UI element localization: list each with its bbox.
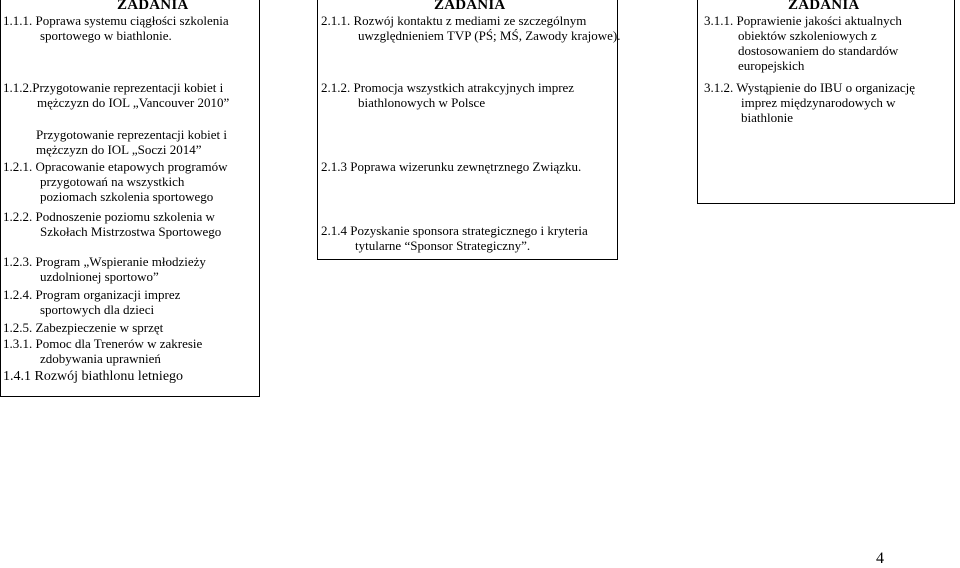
page-number: 4	[876, 550, 884, 567]
task-line: imprez międzynarodowych w	[741, 95, 896, 110]
task-line: 1.2.5. Zabezpieczenie w sprzęt	[3, 320, 164, 335]
task-line: 1.3.1. Pomoc dla Trenerów w zakresie	[3, 336, 203, 351]
task-line: 1.2.4. Program organizacji imprez	[3, 287, 181, 302]
task-line: 2.1.3 Poprawa wizerunku zewnętrznego Związku.	[321, 159, 582, 174]
task-1-1-2	[3, 80, 229, 110]
task-line: zdobywania uprawnień	[40, 351, 161, 366]
task-line: przygotowań na wszystkich	[40, 174, 185, 189]
task-line: obiektów szkoleniowych z	[738, 28, 877, 43]
task-1-2-4	[3, 287, 180, 317]
task-2-1-4	[321, 223, 588, 253]
task-1-1-1	[3, 13, 229, 43]
task-line: poziomach szkolenia sportowego	[40, 189, 214, 204]
task-line: biathlonowych w Polsce	[358, 95, 486, 110]
task-3-1-2	[704, 80, 915, 125]
task-line: sportowego w biathlonie.	[40, 28, 172, 43]
task-line: dostosowaniem do standardów	[738, 43, 899, 58]
task-2-1-3	[321, 159, 581, 174]
column-1-header: ZADANIA	[117, 0, 189, 13]
task-1-2-1	[3, 159, 228, 204]
task-socchi	[36, 127, 227, 157]
task-line: 2.1.1. Rozwój kontaktu z mediami ze szczególnym	[321, 13, 587, 28]
task-2-1-1	[321, 13, 621, 43]
task-line: uzdolnionej sportowo”	[40, 269, 159, 284]
task-line: 3.1.1. Poprawienie jakości aktualnych	[704, 13, 902, 28]
task-line: biathlonie	[741, 110, 793, 125]
task-line: 1.2.1. Opracowanie etapowych programów	[3, 159, 228, 174]
task-line: 1.2.2. Podnoszenie poziomu szkolenia w	[3, 209, 215, 224]
task-line: mężczyzn do IOL „Vancouver 2010”	[37, 95, 230, 110]
task-3-1-1	[704, 13, 902, 73]
task-line: 1.1.1. Poprawa systemu ciągłości szkolenia	[3, 13, 229, 28]
task-1-2-2	[3, 209, 221, 239]
task-line: europejskich	[738, 58, 805, 73]
task-line: tytularne “Sponsor Strategiczny”.	[355, 238, 531, 253]
task-line: mężczyzn do IOL „Soczi 2014”	[36, 142, 202, 157]
task-line: 2.1.4 Pozyskanie sponsora strategicznego i kryteria	[321, 223, 588, 238]
task-line: 1.2.3. Program „Wspieranie młodzieży	[3, 254, 206, 269]
task-1-2-3	[3, 254, 206, 284]
task-line: Szkołach Mistrzostwa Sportowego	[40, 224, 222, 239]
task-line: 1.4.1 Rozwój biathlonu letniego	[3, 369, 184, 384]
task-line: 2.1.2. Promocja wszystkich atrakcyjnych imprez	[321, 80, 575, 95]
column-2-header: ZADANIA	[434, 0, 506, 13]
task-1-3-1	[3, 336, 202, 366]
task-1-4-1	[3, 369, 183, 385]
task-line: 3.1.2. Wystąpienie do IBU o organizację	[704, 80, 916, 95]
task-1-2-5	[3, 320, 163, 335]
task-line: sportowych dla dzieci	[40, 302, 155, 317]
task-line: Przygotowanie reprezentacji kobiet i	[36, 127, 227, 142]
task-line: uwzględnieniem TVP (PŚ; MŚ, Zawody krajowe).	[358, 28, 621, 43]
column-3-header: ZADANIA	[788, 0, 860, 13]
task-line: 1.1.2.Przygotowanie reprezentacji kobiet i	[3, 80, 224, 95]
task-2-1-2	[321, 80, 574, 110]
